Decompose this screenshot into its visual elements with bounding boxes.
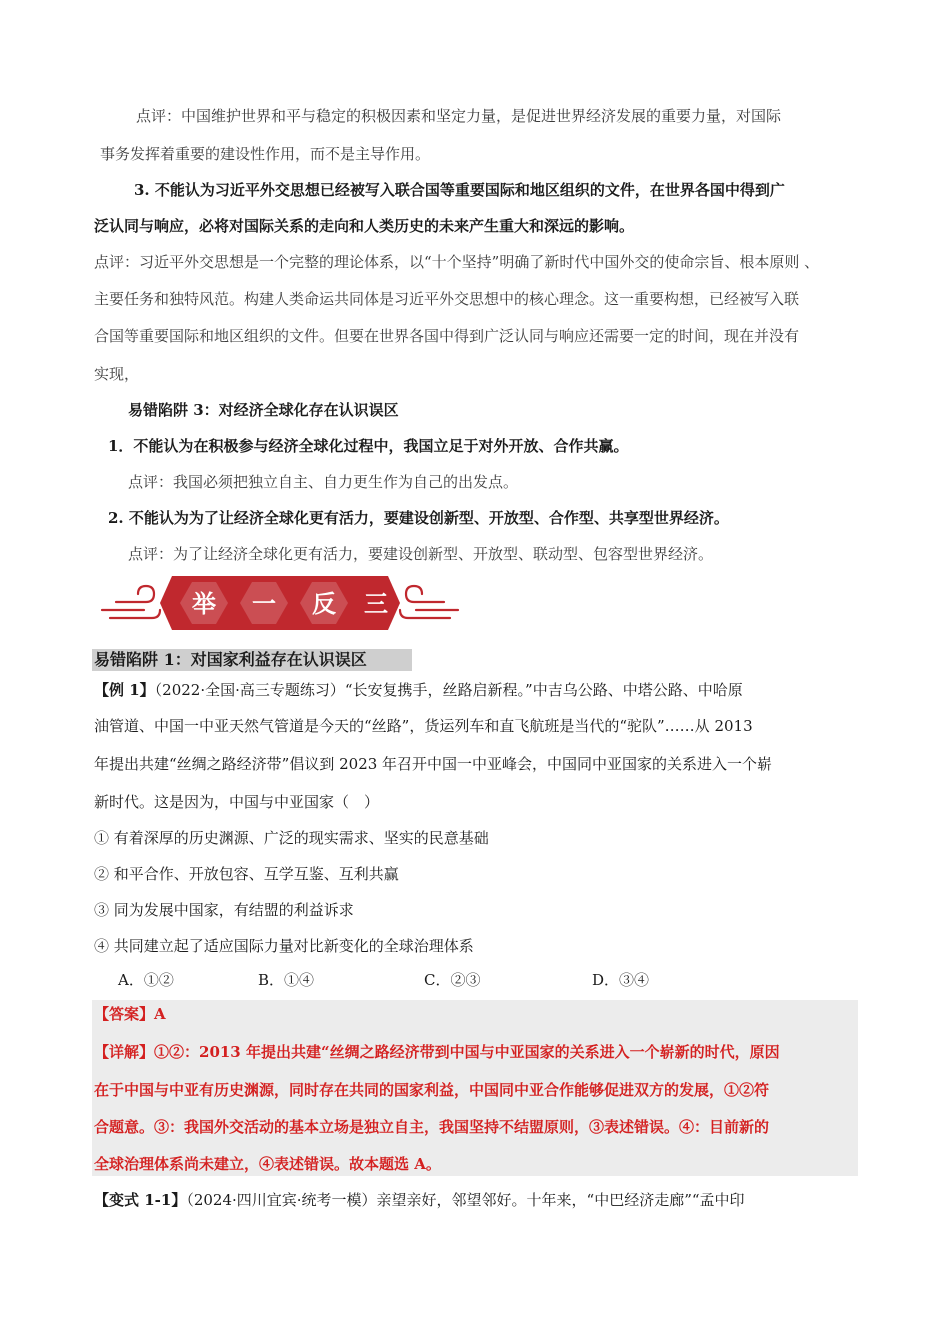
trap-statement: 泛认同与响应，必将对国际关系的走向和人类历史的未来产生重大和深远的影响。 [94, 217, 635, 235]
statement-1: ① 有着深厚的历史渊源、广泛的现实需求、坚实的民意基础 [94, 829, 489, 847]
section-heading: 易错陷阱 3：对经济全球化存在认识误区 [128, 401, 399, 419]
variant-text: （2024·四川宜宾·统考一模）亲望亲好，邻望邻好。十年来，“中巴经济走廊”“孟中印 [186, 1191, 745, 1209]
comment-line: 合国等重要国际和地区组织的文件。但要在世界各国中得到广泛认同与响应还需要一定的时间，现在并没有 [94, 327, 800, 345]
comment-line: 点评：我国必须把独立自主、自力更生作为自己的出发点。 [128, 473, 519, 491]
option-c[interactable]: C．②③ [424, 971, 481, 989]
explanation-line: 合题意。③：我国外交活动的基本立场是独立自主，我国坚持不结盟原则，③表述错误。④：目前新的 [94, 1118, 770, 1136]
banner-char-4: 三 [364, 590, 388, 618]
comment-line: 主要任务和独特风范。构建人类命运共同体是习近平外交思想中的核心理念。这一重要构想，已经被写入联 [94, 290, 800, 308]
answer-line: 【答案】A [94, 1005, 166, 1023]
banner-char-1: 举 [192, 590, 216, 618]
example-line: 年提出共建“丝绸之路经济带”倡议到 2023 年召开中国一中亚峰会，中国同中亚国家的关系进入一个崭 [94, 755, 773, 773]
statement-3: ③ 同为发展中国家，有结盟的利益诉求 [94, 901, 354, 919]
example-line [94, 680, 743, 700]
variant-line [94, 1190, 745, 1210]
example-text: （2022·全国·高三专题练习）“长安复携手，丝路启新程。”中吉乌公路、中塔公路、中哈原 [154, 681, 743, 699]
option-b[interactable]: B．①④ [258, 971, 315, 989]
section-title-text: 易错陷阱 1：对国家利益存在认识误区 [94, 650, 367, 669]
banner-char-3: 反 [312, 590, 336, 618]
statement-4: ④ 共同建立起了适应国际力量对比新变化的全球治理体系 [94, 937, 474, 955]
trap-statement: 3. 不能认为习近平外交思想已经被写入联合国等重要国际和地区组织的文件，在世界各国中得到广 [134, 181, 785, 199]
comment-line: 事务发挥着重要的建设性作用，而不是主导作用。 [100, 145, 431, 163]
explanation-line: 在于中国与中亚有历史渊源，同时存在共同的国家利益，中国同中亚合作能够促进双方的发展，①②符 [94, 1081, 770, 1099]
banner-char-2: 一 [252, 590, 276, 618]
example-line: 油管道、中国一中亚天然气管道是今天的“丝路”，货运列车和直飞航班是当代的“驼队”……从 2013 [94, 717, 753, 735]
banner-right-ornament [400, 586, 458, 618]
option-a[interactable]: A．①② [118, 971, 174, 989]
section-title [94, 650, 367, 670]
comment-line: 点评：为了让经济全球化更有活力，要建设创新型、开放型、联动型、包容型世界经济。 [128, 545, 714, 563]
example-line: 新时代。这是因为，中国与中亚国家（ ） [94, 793, 380, 811]
option-d[interactable]: D．③④ [592, 971, 650, 989]
explanation-line: 【详解】①②：2013 年提出共建“丝绸之路经济带到中国与中亚国家的关系进入一个崭新的时代，原因 [94, 1043, 780, 1061]
variant-tag: 【变式 1-1】 [94, 1191, 187, 1209]
statement-2: ② 和平合作、开放包容、互学互鉴、互利共赢 [94, 865, 399, 883]
trap-statement: 1．不能认为在积极参与经济全球化过程中，我国立足于对外开放、合作共赢。 [108, 437, 629, 455]
explanation-line: 全球治理体系尚未建立，④表述错误。故本题选 A。 [94, 1155, 441, 1173]
example-tag: 【例 1】 [94, 681, 155, 699]
comment-line: 实现， [94, 365, 140, 383]
section-banner [100, 572, 460, 634]
banner-left-ornament [102, 586, 160, 618]
comment-line: 点评：习近平外交思想是一个完整的理论体系，以“十个坚持”明确了新时代中国外交的使命宗旨、根本原则 、 [94, 253, 820, 271]
comment-line: 点评：中国维护世界和平与稳定的积极因素和坚定力量，是促进世界经济发展的重要力量，对国际 [136, 107, 782, 125]
trap-statement: 2. 不能认为为了让经济全球化更有活力，要建设创新型、开放型、合作型、共享型世界经济。 [108, 509, 729, 527]
